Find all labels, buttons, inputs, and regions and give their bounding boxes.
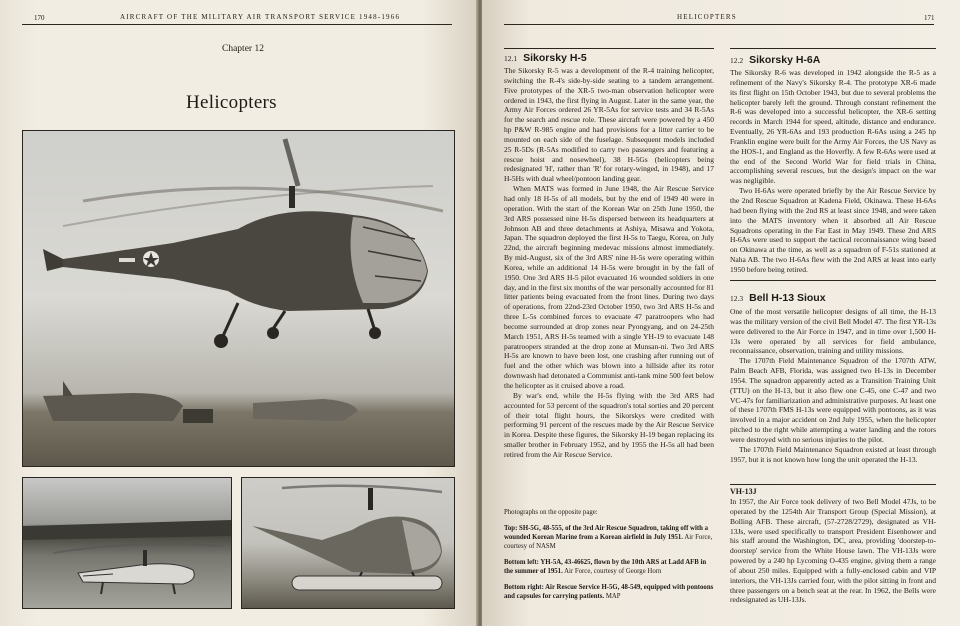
subsection-vh13j-rule — [730, 484, 936, 485]
caption-intro: Photographs on the opposite page: — [504, 509, 598, 516]
section-h13-paragraph: The 1707th Field Maintenance Squadron of the 1707th ATW, Palm Beach AFB, Florida, was assigned two H-13s in December 1954. The squadron apparently acted as a Transition Training Unit (TTU) on the H-13, but it also flew one C-45, one C-47 and two VC-47s for familiarization and administrative purposes. At least one of these 1707th FMS H-13s were equipped with pontoons, as it was involved in a major accident on 2nd July 1955, when the helicopter pitched to the right while attempting a water landing and the rotors were destroyed with no serious injuries to the pilot. — [730, 356, 936, 444]
chapter-title: Helicopters — [186, 92, 277, 113]
pontoon-helicopter-illustration — [242, 478, 454, 608]
chapter-label: Chapter 12 — [222, 44, 264, 54]
photo-bottom-left-helicopter — [22, 477, 232, 609]
section-h5-body — [504, 66, 714, 460]
section-h13-title: Bell H-13 Sioux — [749, 292, 826, 304]
caption-bl-text: Bottom left: YH-5A, 43-46625, flown by the 10th ARS at Ladd AFB in the summer of 1951. — [504, 559, 707, 575]
section-h6-paragraph: The Sikorsky R-6 was developed in 1942 alongside the R-5 as a refinement of the Navy's Sikorsky R-4. The prototype XR-6 made its first flight on 15th October 1943, but due to several problems the helicopter barely left the ground. Through constant refinement the R-6 was developed into a successful helicopter, the XR-6 setting records in March 1944 for speed, altitude, distance and endurance. Eventually, 26 YR-6As and 193 production R-6As using a 245 hp Franklin engine were built for the Army Air Forces, the US Navy as the HOS-1, and England as the Hoverfly. A few R-6As were used at the end of the Second World War for field trials in China, accomplishing several rescues, but the design's impact on the war was negligible. — [730, 68, 936, 186]
section-h6-title: Sikorsky H-6A — [749, 54, 821, 66]
photo-bottom-right-helicopter — [241, 477, 455, 609]
section-h13-paragraph: The 1707th Field Maintenance Squadron existed at least through 1957, but it is not known how long the unit operated the H-13. — [730, 444, 936, 464]
section-h5-paragraph: By war's end, while the H-5s flying with the 3rd ARS had accounted for 53 percent of the squadron's total sorties and 20 percent of their total flight hours, the Sikorskys were credited with performing 91 percent of the rescues made by the Air Rescue Service in Korea. Despite these figures, the Sikorsky H-19 began replacing its smaller brother in February 1952, and by 1955 the H-5s all had been retired from the Air Rescue Service. — [504, 390, 714, 459]
caption-top-credit: Air Force, courtesy of NASM — [504, 534, 713, 550]
left-header-rule — [22, 24, 452, 25]
section-h6-body — [730, 68, 936, 275]
section-h6-number: 12.2 — [730, 56, 744, 65]
left-page — [0, 0, 478, 626]
left-folio: 170 — [34, 14, 45, 22]
left-running-head: AIRCRAFT OF THE MILITARY AIR TRANSPORT SERVICE 1948-1966 — [120, 13, 401, 21]
helicopter-illustration — [23, 131, 454, 466]
section-h5-paragraph: When MATS was formed in June 1948, the Air Rescue Service had only 18 H-5s of all models, but by the end of 1949 40 were in operation. With the start of the Korean War on 25th June 1950, the 3rd ARS possessed nine H-5s dispersed between its headquarters at Johnson AB and three detachments at Ashiya, Misawa and Yokota, Japan. The squadron deployed the first H-5s to Taegu, Korea, on July 22nd, the aircraft beginning medevac missions almost immediately. By mid-August, six of the 3rd ARS' nine H-5s were operating within Korea, while an additional 14 H-5s were brought in by the fall of 1950. One 3rd ARS H-5 pilot evacuated 16 wounded soldiers in one day, and in the first six months of the war personally accounted for 81 litter patients being evacuated from the front lines. During two days of operations, from 22nd-23rd October 1950, two 3rd ARS H-5s and three L-5s combined forces to evacuate 47 paratroopers who had become surrounded at drop zones near Pyongyang, and on 24-25th March 1951, ARS H-5s teamed with a single YH-19 to evacuate 148 paratroopers stranded at the drop zone at Munsan-ni. Two 3rd ARS H-5s are known to have been lost, one crashing after running out of fuel and the other which was blown into a hillside after its rotor downwash had detonated a Communist anti-tank mine 500 feet below the helicopter as it cruised above a road. — [504, 184, 714, 390]
right-running-head: HELICOPTERS — [677, 13, 737, 21]
section-h13-paragraph: One of the most versatile helicopter designs of all time, the H-13 was the military version of the civil Bell Model 47. The first YR-13s were delivered to the Air Force in 1947, and in time over 1,500 H-13s were operated by all services for field ambulance, reconnaissance, observation, training and utility missions. — [730, 307, 937, 356]
right-folio: 171 — [924, 14, 935, 22]
photo-main-helicopter — [22, 130, 455, 467]
caption-br-text: Bottom right: Air Rescue Service H-5G, 48-549, equipped with pontoons and capsules for carrying patients. — [504, 584, 714, 600]
caption-bottom-left — [504, 558, 714, 576]
caption-bottom-right — [504, 583, 714, 601]
right-page — [482, 0, 960, 626]
section-h5-paragraph: The Sikorsky R-5 was a development of the R-4 training helicopter, switching the R-4's side-by-side seating to a tandem arrangement. Five prototypes of the XR-5 two-man observation helicopter were ordered in 1943, the first flying in August. Later in the same year, the Army Air Forces ordered 26 YR-5As for service tests and 34 R-5As for the search and rescue role. These aircraft were powered by a 450 hp P&W R-985 engine and had provisions for a litter carrier to be mounted on each side of the fuselage. Subsequent models included 25 R-5Ds (R-5As modified to carry two passengers and featuring a rescue hoist and nosewheel), 38 H-5Gs (helicopters being redesignated 'H', rather than 'R' for rotary-winged, in 1948), and 17 H-5Hs with dual wheel/pontoon landing gear. — [504, 66, 714, 184]
subsection-vh13j-heading: VH-13J — [730, 487, 757, 496]
section-h5-rule — [504, 48, 714, 49]
section-h5-heading — [504, 52, 587, 64]
section-h6-rule — [730, 48, 936, 49]
section-h13-number: 12.3 — [730, 294, 744, 303]
subsection-vh13j-paragraph: In 1957, the Air Force took delivery of two Bell Model 47Js, to be operated by the 1254th Air Transport Group (Special Mission), at Bolling AFB. These aircraft, (57-2728/2729), designated as VH-13Js, were used specifically to transport President Eisenhower and his staff around the Washington, DC, area, providing 'doorstep-to-doorstep' service from the White House lawn. The VH-13Js were powered by a 240 hp Lycoming O-435 engine, giving them a range of about 250 miles. Equipped with a fully-enclosed cabin and VIP interiors, the VH-13Js carried four, with the pilot sitting in front and three passengers on a bench seat at the rear. In 1962, the Bells were redesignated as UH-13Js. — [730, 497, 936, 605]
section-h13-rule — [730, 280, 936, 281]
photo-captions — [504, 508, 714, 608]
section-h6-paragraph: Two H-6As were operated briefly by the Air Rescue Service by the 2nd Rescue Squadron at Kadena Field, Okinawa. These H-6As had been flying with the 2nd RS at least since 1948, and were taken into the MATS inventory when it absorbed all Air Rescue Squadrons operating in the Far East in May 1949. These 2nd ARS H-6As were used to support the tactical reconnaissance wing based on Okinawa at the time, as well as a squadron of F-51s stationed at Naha AB. The two H-6As flew with the 2nd ARS at least into early 1950 before being retired. — [730, 186, 936, 274]
right-header-rule — [504, 24, 934, 25]
caption-bl-credit: Air Force, courtesy of George Horn — [564, 568, 662, 575]
section-h13-body — [730, 307, 936, 465]
section-h5-number: 12.1 — [504, 54, 518, 63]
caption-br-credit: MAP — [605, 593, 621, 600]
caption-top-text: Top: SH-5G, 48-555, of the 3rd Air Rescue Squadron, taking off with a wounded Korean Marine from a Korean airfield in July 1951. — [504, 525, 708, 541]
subsection-vh13j-body — [730, 497, 936, 605]
caption-top — [504, 524, 714, 551]
section-h13-heading — [730, 292, 826, 304]
section-h6-heading — [730, 54, 820, 66]
section-h5-title: Sikorsky H-5 — [523, 52, 587, 64]
yh5a-illustration — [23, 478, 231, 608]
